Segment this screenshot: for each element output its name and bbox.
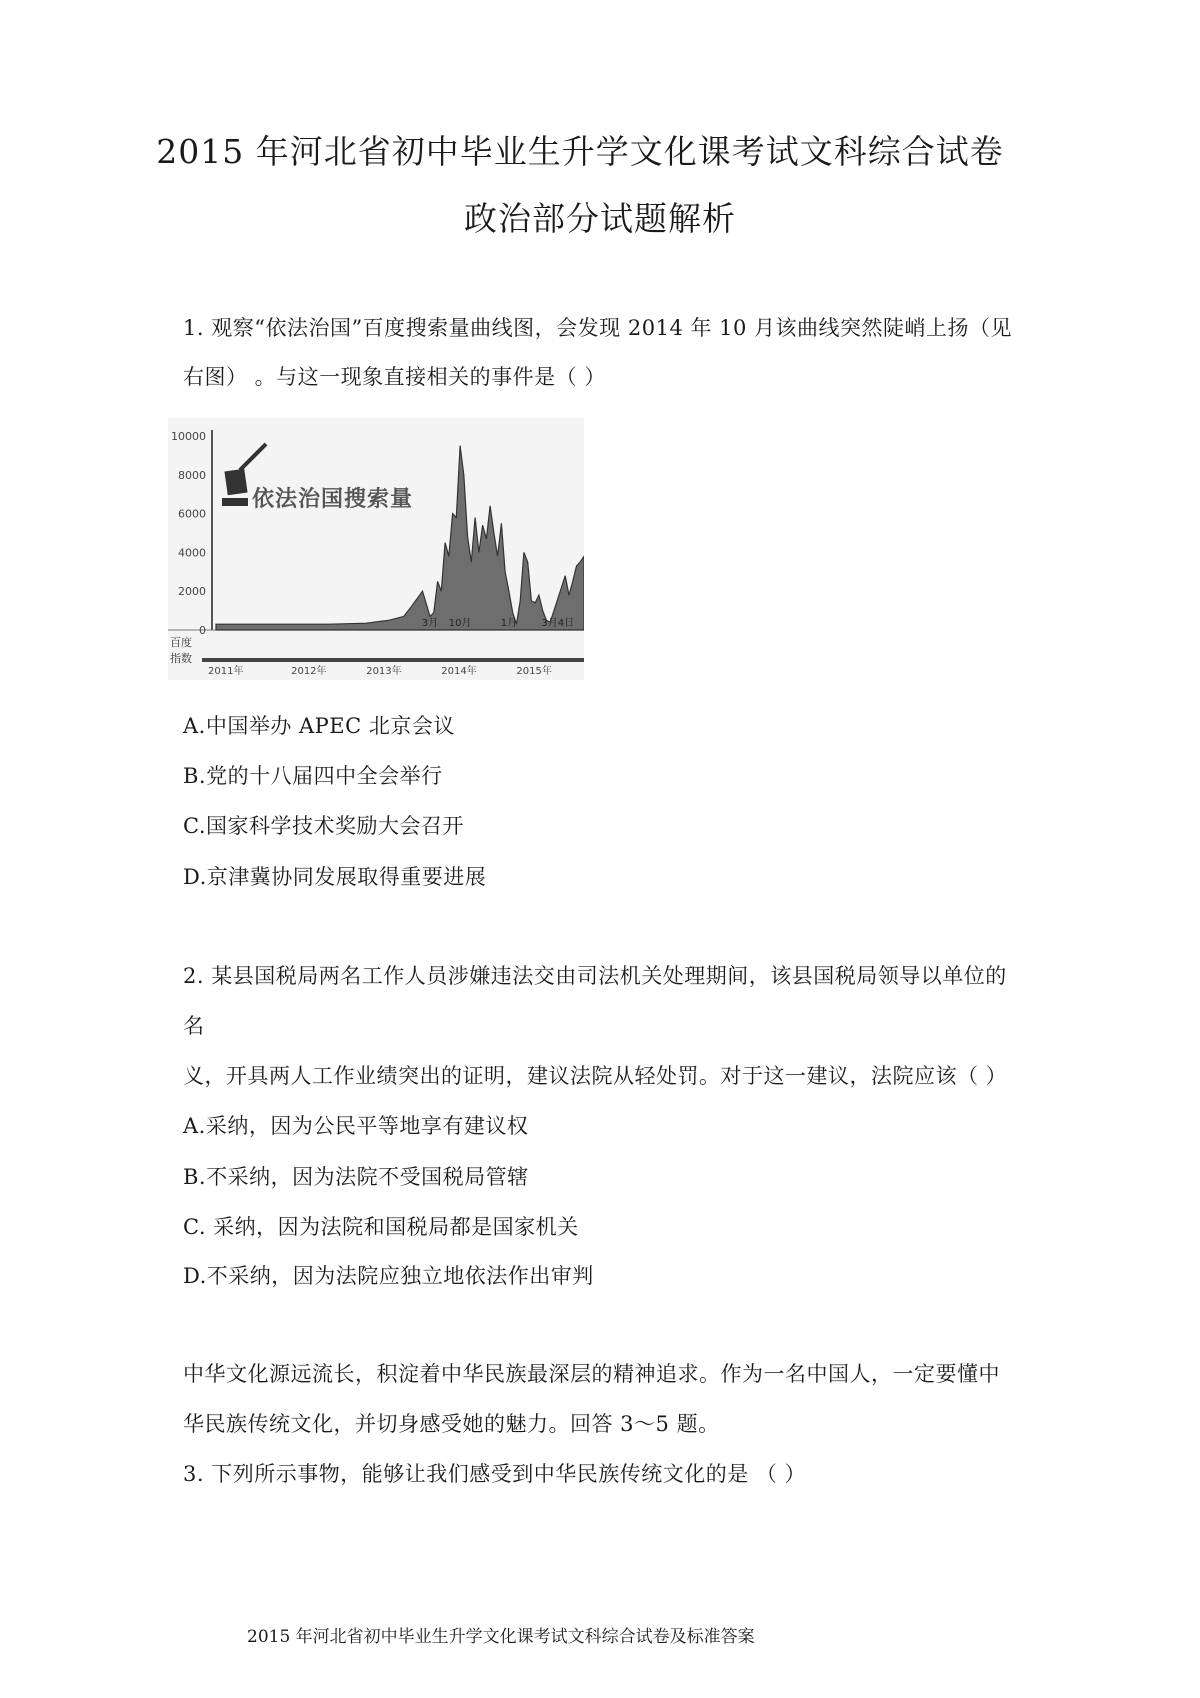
x-axis-name: 指数 [170, 652, 192, 665]
passage-line-1: 中华文化源远流长，积淀着中华民族最深层的精神追求。作为一名中国人，一定要懂中 [183, 1362, 1000, 1386]
gavel-base-icon [222, 498, 248, 506]
y-tick-label: 8000 [178, 468, 206, 482]
event-annotation: 3月4日 [541, 618, 575, 629]
q2-option-a: A.采纳，因为公民平等地享有建议权 [183, 1114, 529, 1138]
q1-option-d: D.京津冀协同发展取得重要进展 [183, 865, 487, 889]
y-tick-label: 4000 [178, 546, 206, 560]
y-tick-label: 0 [199, 624, 206, 637]
search-volume-chart [168, 418, 584, 680]
q1-stem-line-1: 1. 观察“依法治国”百度搜索量曲线图，会发现 2014 年 10 月该曲线突然陡峭上扬（见 [183, 316, 1013, 340]
x-tick-label: 2014年 [441, 666, 477, 677]
y-tick-label: 10000 [171, 430, 206, 443]
q1-option-b: B.党的十八届四中全会举行 [183, 764, 443, 788]
q1-option-c: C.国家科学技术奖励大会召开 [183, 814, 464, 838]
x-tick-label: 2012年 [291, 666, 327, 677]
q2-option-d: D.不采纳，因为法院应独立地依法作出审判 [183, 1264, 594, 1288]
chart-background [168, 418, 584, 680]
q2-stem-line-1: 2. 某县国税局两名工作人员涉嫌违法交由司法机关处理期间，该县国税局领导以单位的 [183, 964, 1007, 988]
chart-title: 依法治国搜索量 [252, 487, 414, 512]
x-tick-label: 2015年 [516, 666, 552, 677]
event-annotation: 1月 [500, 618, 518, 629]
q2-stem-line-2: 名 [183, 1014, 205, 1038]
x-axis-name: 百度 [170, 636, 192, 649]
q1-stem-line-2: 右图） 。与这一现象直接相关的事件是（ ） [183, 365, 606, 389]
q2-option-c: C. 采纳，因为法院和国税局都是国家机关 [183, 1215, 579, 1239]
document-title: 2015 年河北省初中毕业生升学文化课考试文科综合试卷 [156, 132, 1004, 171]
q2-option-b: B.不采纳，因为法院不受国税局管辖 [183, 1165, 529, 1189]
y-tick-label: 2000 [178, 585, 206, 599]
y-tick-label: 6000 [178, 507, 206, 521]
q1-option-a: A.中国举办 APEC 北京会议 [183, 714, 455, 738]
time-bar [202, 658, 584, 662]
q2-stem-line-3: 义，开具两人工作业绩突出的证明，建议法院从轻处罚。对于这一建议，法院应该（ ） [183, 1064, 1008, 1088]
x-tick-label: 2011年 [208, 666, 244, 677]
q3-stem: 3. 下列所示事物，能够让我们感受到中华民族传统文化的是 （ ） [183, 1462, 807, 1486]
page-footer: 2015 年河北省初中毕业生升学文化课考试文科综合试卷及标准答案 [247, 1627, 755, 1647]
event-annotation: 10月 [448, 618, 472, 629]
gavel-icon [224, 469, 247, 496]
document-subtitle: 政治部分试题解析 [464, 199, 736, 238]
x-tick-label: 2013年 [366, 666, 402, 677]
passage-line-2: 华民族传统文化，并切身感受她的魅力。回答 3～5 题。 [183, 1412, 720, 1436]
event-annotation: 3月 [421, 618, 439, 629]
